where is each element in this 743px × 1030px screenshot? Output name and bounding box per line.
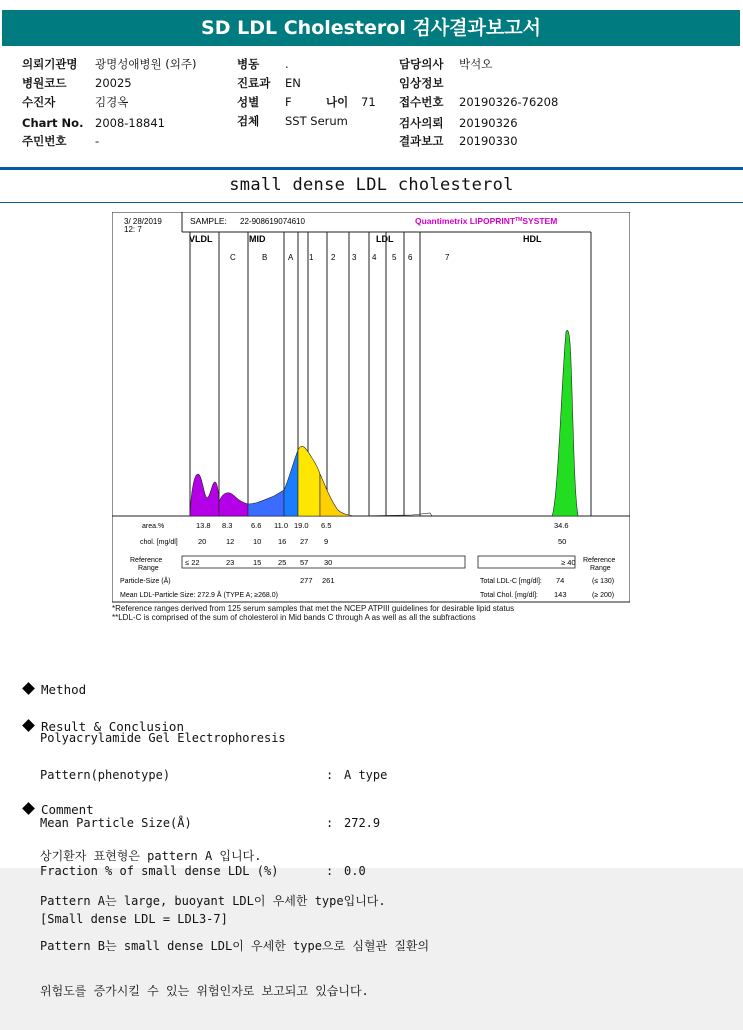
band-label: 1 — [309, 253, 314, 262]
divider — [0, 167, 743, 170]
info-value: 20190330 — [459, 134, 518, 148]
info-value: 20025 — [95, 76, 132, 90]
info-label: Chart No. — [22, 116, 84, 130]
info-value: 2008-18841 — [95, 116, 165, 130]
comment-line: 위험도를 증가시킬 수 있는 위험인자로 보고되고 있습니다. — [40, 984, 369, 998]
area-value: 8.3 — [222, 521, 233, 530]
particle-size-value: 277 — [300, 576, 313, 585]
result-row: Pattern(phenotype) : A type — [40, 768, 388, 782]
mean-ldl-size: Mean LDL-Particle Size: 272.9 Å (TYPE A; ≥268.0) — [120, 592, 278, 599]
footnote: *Reference ranges derived from 125 serum samples that met the NCEP ATPIII guidelines for desirable lipid status — [112, 604, 515, 613]
ref-value: 23 — [226, 558, 235, 567]
info-label: 병동 — [237, 57, 260, 71]
result-heading: Result & Conclusion — [41, 719, 184, 734]
group-label-mid: MID — [249, 234, 266, 244]
ref-value: 15 — [253, 558, 262, 567]
lipoprint-chart — [112, 212, 630, 604]
ref-value: 57 — [300, 558, 309, 567]
info-value: 71 — [361, 95, 376, 109]
divider — [0, 202, 743, 203]
comment-heading: Comment — [41, 802, 94, 817]
info-value: 박석오 — [459, 57, 493, 71]
info-label: 결과보고 — [399, 134, 444, 148]
lipoprint-report — [112, 212, 630, 612]
total-chol-ref: (≥ 200) — [592, 592, 615, 599]
info-label: 임상정보 — [399, 76, 444, 90]
chol-value: 10 — [253, 537, 262, 546]
band-label: 2 — [331, 253, 336, 262]
particle-size-label: Particle-Size (Å) — [120, 578, 171, 585]
total-chol-label: Total Chol. [mg/dl]: — [480, 592, 538, 599]
chol-value: 9 — [324, 537, 329, 546]
report-time: 12: 7 — [124, 225, 142, 234]
report-date: 3/ 28/2019 — [124, 217, 162, 226]
chol-value: 12 — [226, 537, 235, 546]
info-label: 접수번호 — [399, 95, 444, 109]
footnotes — [112, 604, 514, 622]
section-subtitle: small dense LDL cholesterol — [229, 175, 514, 195]
info-label: 검체 — [237, 114, 260, 128]
chol-value: 50 — [558, 537, 567, 546]
total-ldl-ref: (≤ 130) — [592, 578, 615, 585]
info-value: EN — [285, 76, 301, 90]
diamond-bullet-icon — [22, 719, 35, 732]
total-chol-value: 143 — [554, 590, 567, 599]
band-label: 6 — [408, 253, 413, 262]
info-label: 수진자 — [22, 95, 56, 109]
area-value: 19.0 — [294, 521, 309, 530]
info-value: . — [285, 57, 289, 71]
band-label: C — [230, 253, 236, 262]
brand-name: Quantimetrix LIPOPRINT™SYSTEM — [415, 216, 558, 226]
area-value: 6.5 — [321, 521, 332, 530]
comment-line: 상기환자 표현형은 pattern A 입니다. — [40, 849, 262, 863]
group-label-hdl: HDL — [523, 234, 542, 244]
info-value: 김경옥 — [95, 95, 129, 109]
patient-info — [0, 52, 743, 152]
total-ldl-label: Total LDL-C [mg/dl]: — [480, 578, 542, 585]
area-value: 34.6 — [554, 521, 569, 530]
group-label-ldl: LDL — [376, 234, 394, 244]
area-label: area.% — [142, 523, 165, 530]
group-label-vldl: VLDL — [189, 234, 213, 244]
result-row: Mean Particle Size(Å) : 272.9 — [40, 816, 381, 830]
comment-line: Pattern B는 small dense LDL이 우세한 type으로 심혈관 질환의 — [40, 939, 430, 953]
ref-value: 30 — [324, 558, 333, 567]
chol-label: chol. [mg/dl] — [140, 539, 178, 546]
area-value: 13.8 — [196, 521, 211, 530]
sample-id: 22-908619074610 — [240, 217, 305, 226]
diamond-bullet-icon — [22, 802, 35, 815]
info-value: 20190326 — [459, 116, 518, 130]
info-label: 병원코드 — [22, 76, 67, 90]
ref-value: 25 — [278, 558, 287, 567]
report-title: SD LDL Cholesterol 검사결과보고서 — [2, 10, 740, 46]
info-value: 20190326-76208 — [459, 95, 559, 109]
info-label: 검사의뢰 — [399, 116, 444, 130]
total-ldl-value: 74 — [556, 576, 565, 585]
comment-line: Pattern A는 large, buoyant LDL이 우세한 type입니다. — [40, 894, 386, 908]
ref-range-label: Reference Range — [130, 557, 163, 572]
area-value: 6.6 — [251, 521, 262, 530]
method-text: Polyacrylamide Gel Electrophoresis — [40, 731, 286, 745]
particle-size-value: 261 — [322, 576, 335, 585]
comment-section — [22, 770, 429, 1030]
band-label: 4 — [372, 253, 377, 262]
info-label: 담당의사 — [399, 57, 444, 71]
band-label: A — [288, 253, 294, 262]
sample-label: SAMPLE: — [190, 216, 227, 226]
chol-value: 20 — [198, 537, 207, 546]
info-label: 나이 — [326, 95, 349, 109]
result-note: [Small dense LDL = LDL3-7] — [40, 912, 228, 926]
footnote: **LDL-C is comprised of the sum of cholesterol in Mid bands C through A as well as all the subfractions — [112, 613, 476, 622]
chol-value: 16 — [278, 537, 287, 546]
method-heading: Method — [41, 682, 87, 697]
band-label: 5 — [392, 253, 397, 262]
info-value: SST Serum — [285, 114, 348, 128]
band-label: 7 — [445, 253, 450, 262]
area-value: 11.0 — [274, 521, 289, 530]
info-label: 진료과 — [237, 76, 271, 90]
band-label: 3 — [352, 253, 357, 262]
info-value: F — [285, 95, 292, 109]
result-row: Fraction % of small dense LDL (%) : 0.0 — [40, 864, 366, 878]
chol-value: 27 — [300, 537, 309, 546]
info-label: 의뢰기관명 — [22, 57, 78, 71]
ref-value: ≤ 22 — [185, 558, 200, 567]
info-label: 성별 — [237, 95, 260, 109]
ref-hdl-value: ≥ 40 — [561, 558, 576, 567]
band-label: B — [262, 253, 268, 262]
info-value: 광명성애병원 (외주) — [95, 57, 197, 71]
info-value: - — [95, 134, 100, 148]
info-label: 주민번호 — [22, 134, 67, 148]
ref-range-right-label: Reference Range — [583, 557, 616, 572]
